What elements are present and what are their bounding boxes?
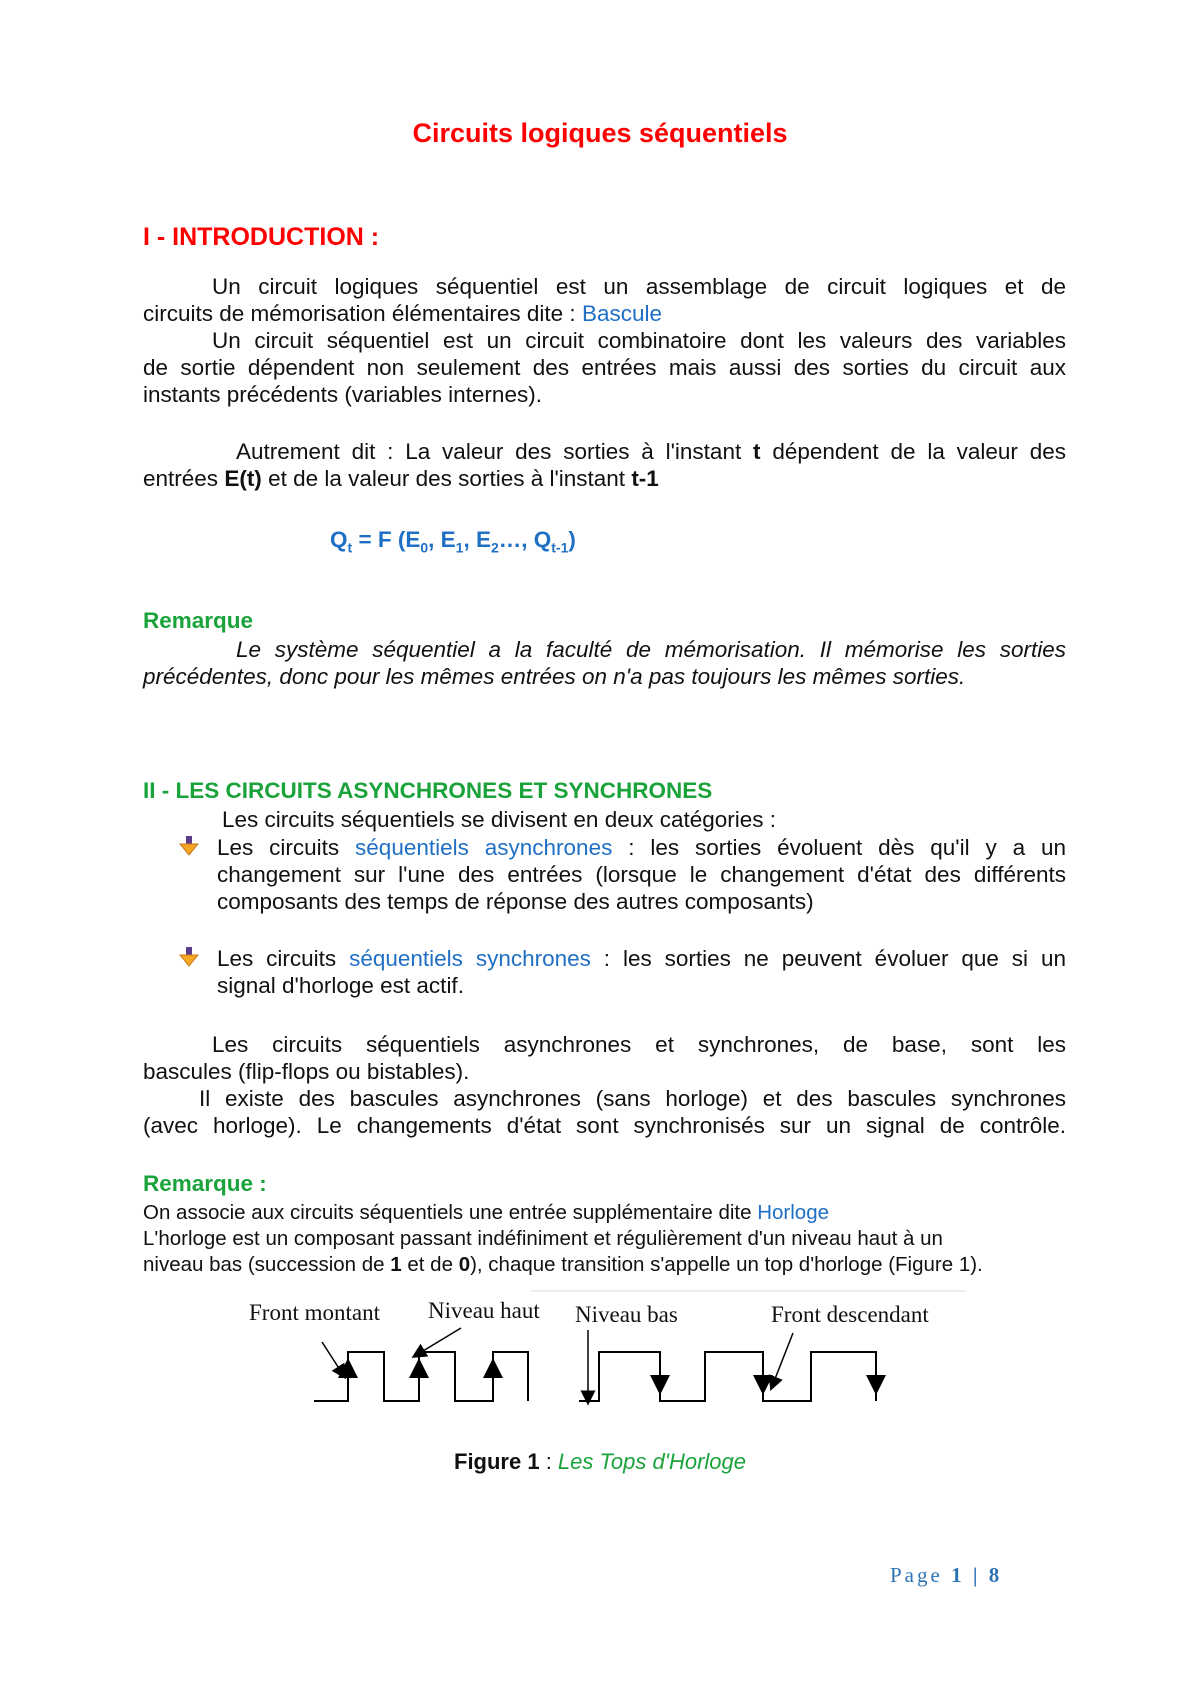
bullet-line (217, 834, 1066, 862)
bullet-line: signal d'horloge est actif. (217, 973, 464, 998)
paragraph-line: instants précédents (variables internes). (143, 382, 542, 407)
label-front-descendant: Front descendant (771, 1302, 929, 1327)
term-horloge: Horloge (757, 1201, 830, 1224)
label-niveau-bas: Niveau bas (575, 1302, 678, 1327)
caption-text: Les Tops d'Horloge (557, 1449, 746, 1474)
caption-sep: : (539, 1449, 558, 1474)
arrow-bullet-icon (178, 835, 200, 857)
bold-t: t (753, 439, 761, 464)
formula-part: , E (463, 527, 491, 552)
text: ), chaque transition s'appelle un top d'horloge (Figure 1). (470, 1253, 983, 1276)
text: circuits de mémorisation élémentaires dite : (143, 301, 582, 326)
arrow-bullet-icon (178, 946, 200, 968)
section-heading-asynchrones-synchrones: II - LES CIRCUITS ASYNCHRONES ET SYNCHRONES (143, 778, 713, 803)
text: On associe aux circuits séquentiels une entrée supplémentaire dite (143, 1201, 758, 1224)
paragraph-line (143, 465, 1066, 493)
page-title: Circuits logiques séquentiels (412, 118, 788, 148)
paragraph-line: Les circuits séquentiels se divisent en deux catégories : (222, 807, 777, 832)
figure-caption (0, 1449, 1200, 1475)
paragraph-line: (avec horloge). Le changements d'état sont synchronisés sur un signal de contrôle. (143, 1113, 1066, 1138)
text: et de (401, 1253, 459, 1276)
formula-sub: 0 (420, 539, 429, 556)
page-number-footer (890, 1563, 1002, 1588)
term-bascule: Bascule (581, 301, 662, 326)
formula-sub: t-1 (551, 539, 569, 556)
paragraph-line: bascules (flip-flops ou bistables). (143, 1059, 470, 1084)
bullet-line: changement sur l'une des entrées (lorsque le changement d'état des différents (217, 862, 1066, 887)
bold-1: 1 (390, 1253, 402, 1276)
text: entrées (143, 466, 225, 491)
formula-sub: 1 (455, 539, 464, 556)
formula-part: ) (568, 527, 576, 552)
formula-sub: 2 (490, 539, 499, 556)
remark-heading: Remarque (143, 608, 254, 633)
formula-part: = F (E (352, 527, 421, 552)
term-asynchrones: séquentiels asynchrones (355, 835, 613, 860)
bold-t-1: t-1 (631, 466, 659, 491)
bold-0: 0 (458, 1253, 471, 1276)
remark-heading: Remarque : (143, 1171, 267, 1196)
clock-signal-rising (314, 1352, 528, 1401)
bullet-line (217, 945, 1066, 973)
paragraph-line: Les circuits séquentiels asynchrones et synchrones, de base, sont les (212, 1032, 1066, 1057)
text: Autrement dit : La valeur des sorties à l'instant (236, 439, 754, 464)
section-heading-introduction: I - INTRODUCTION : (143, 223, 380, 251)
remark-line: L'horloge est un composant passant indéfiniment et régulièrement d'un niveau haut à un (143, 1227, 943, 1250)
formula-part: , E (428, 527, 456, 552)
bullet-line: composants des temps de réponse des autres composants) (217, 889, 814, 914)
pointer-front-montant (322, 1342, 342, 1373)
formula (330, 527, 576, 556)
text: niveau bas (succession de (143, 1253, 391, 1276)
paragraph-line: Il existe des bascules asynchrones (sans horloge) et des bascules synchrones (199, 1086, 1066, 1111)
footer-total-pages: 8 (988, 1563, 1003, 1587)
caption-label: Figure 1 (454, 1449, 540, 1474)
text: et de la valeur des sorties à l'instant (261, 466, 632, 491)
remark-line (143, 1199, 1066, 1226)
text: dépendent de la valeur des (760, 439, 1066, 464)
pointer-niveau-haut (418, 1328, 461, 1354)
footer-page-word: Page (890, 1563, 943, 1587)
clock-signal-falling (579, 1352, 876, 1401)
paragraph-line (236, 438, 1066, 466)
paragraph-line: Un circuit logiques séquentiel est un assemblage de circuit logiques et de (212, 274, 1066, 299)
bold-et: E(t) (224, 466, 262, 491)
paragraph-line: de sortie dépendent non seulement des entrées mais aussi des sorties du circuit aux (143, 355, 1066, 380)
label-front-montant: Front montant (249, 1300, 380, 1325)
term-synchrones: séquentiels synchrones (349, 946, 591, 971)
paragraph-line: Un circuit séquentiel est un circuit combinatoire dont les valeurs des variables (212, 328, 1066, 353)
text: : les sorties évoluent dès qu'il y a un (612, 835, 1067, 860)
formula-part: Q (330, 527, 348, 552)
text: Les circuits (217, 835, 356, 860)
formula-sub: t (347, 539, 353, 556)
text: : les sorties ne peuvent évoluer que si un (590, 946, 1066, 971)
remark-line (143, 1251, 1066, 1278)
footer-separator: | (964, 1563, 989, 1587)
text: Les circuits (217, 946, 350, 971)
formula-part: …, Q (498, 527, 552, 552)
figure-clock-diagram (236, 1290, 976, 1420)
pointer-front-descendant (773, 1333, 793, 1384)
label-niveau-haut: Niveau haut (428, 1298, 540, 1323)
footer-current-page: 1 (951, 1563, 965, 1587)
remark-line: précédentes, donc pour les mêmes entrées on n'a pas toujours les mêmes sorties. (143, 664, 966, 689)
remark-line: Le système séquentiel a la faculté de mémorisation. Il mémorise les sorties (236, 637, 1066, 662)
paragraph-line (143, 300, 1066, 328)
